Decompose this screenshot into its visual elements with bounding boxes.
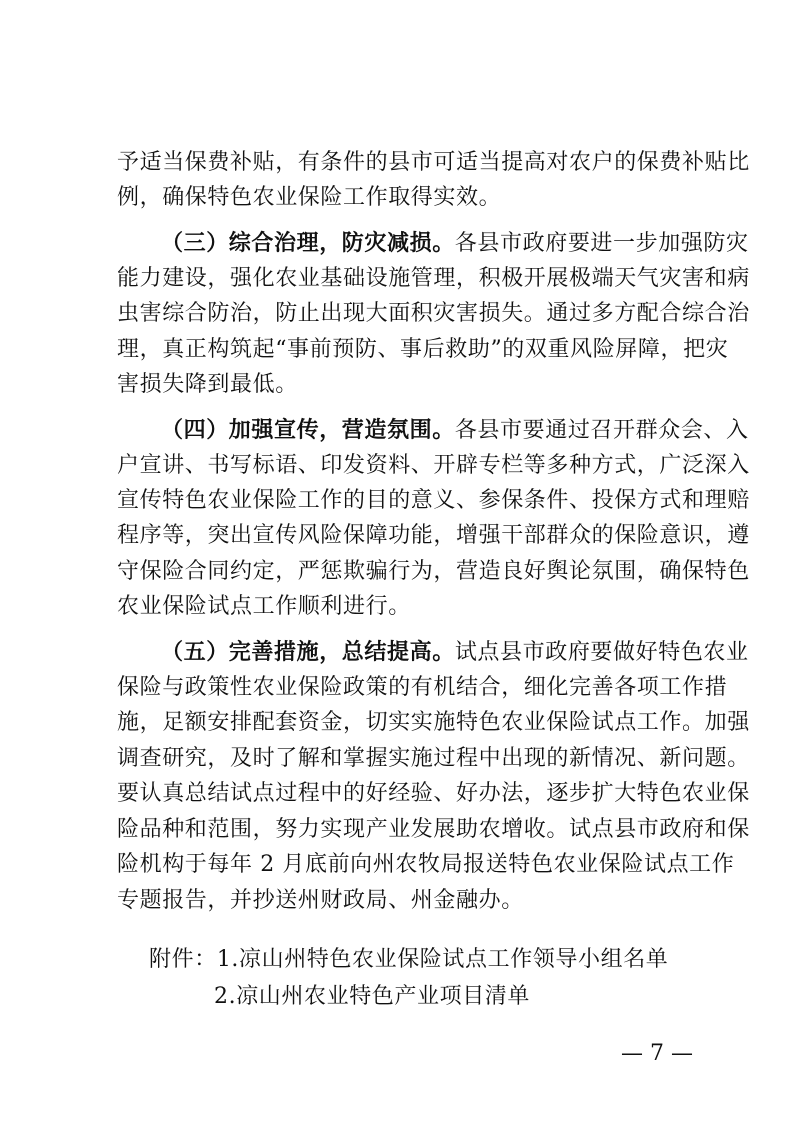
body-line: 施，足额安排配套资金，切实实施特色农业保险试点工作。加强 bbox=[117, 710, 750, 735]
body-line: 能力建设，强化农业基础设施管理，积极开展极端天气灾害和病 bbox=[117, 266, 750, 291]
body-line: 专题报告，并抄送州财政局、州金融办。 bbox=[117, 888, 524, 913]
section-4-first-line bbox=[161, 415, 749, 446]
section-4-heading: （四）加强宣传，营造氛围。 bbox=[161, 417, 455, 443]
body-line: 要认真总结试点过程中的好经验、好办法，逐步扩大特色农业保 bbox=[117, 781, 750, 806]
section-5-first-line bbox=[161, 637, 749, 668]
body-line: 保险与政策性农业保险政策的有机结合，细化完善各项工作措 bbox=[117, 675, 728, 700]
section-3-first-line bbox=[161, 228, 749, 259]
body-line: 调查研究，及时了解和掌握实施过程中出现的新情况、新问题。 bbox=[117, 746, 750, 771]
body-line: 守保险合同约定，严惩欺骗行为，营造良好舆论氛围，确保特色 bbox=[117, 559, 750, 584]
body-text: 各县市要通过召开群众会、入 bbox=[454, 418, 749, 443]
page-number: — 7 — bbox=[621, 1041, 693, 1066]
attachment-item: 2.凉山州农业特色产业项目清单 bbox=[214, 984, 530, 1009]
body-line: 宣传特色农业保险工作的目的意义、参保条件、投保方式和理赔 bbox=[117, 488, 750, 513]
body-line: 理，真正构筑起“事前预防、事后救助”的双重风险屏障，把灾 bbox=[117, 337, 729, 362]
body-line: 险机构于每年 2 月底前向州农牧局报送特色农业保险试点工作 bbox=[117, 852, 735, 877]
attachment-line-1 bbox=[149, 945, 668, 975]
body-line: 虫害综合防治，防止出现大面积灾害损失。通过多方配合综合治 bbox=[117, 301, 750, 326]
attachment-item: 1.凉山州特色农业保险试点工作领导小组名单 bbox=[216, 947, 669, 972]
attachment-label: 附件： bbox=[149, 947, 217, 972]
body-line: 险品种和范围，努力实现产业发展助农增收。试点县市政府和保 bbox=[117, 817, 750, 842]
body-line: 例，确保特色农业保险工作取得实效。 bbox=[117, 185, 502, 210]
body-line: 予适当保费补贴，有条件的县市可适当提高对农户的保费补贴比 bbox=[117, 150, 750, 175]
body-line: 程序等，突出宣传风险保障功能，增强干部群众的保险意识，遵 bbox=[117, 523, 750, 548]
body-line: 害损失降到最低。 bbox=[117, 372, 298, 397]
section-3-heading: （三）综合治理，防灾减损。 bbox=[161, 230, 455, 256]
body-line: 户宣讲、书写标语、印发资料、开辟专栏等多种方式，广泛深入 bbox=[117, 453, 750, 478]
section-5-heading: （五）完善措施，总结提高。 bbox=[161, 639, 455, 665]
body-line: 农业保险试点工作顺利进行。 bbox=[117, 594, 411, 619]
body-text: 各县市政府要进一步加强防灾 bbox=[454, 231, 749, 256]
body-text: 试点县市政府要做好特色农业 bbox=[454, 640, 749, 665]
